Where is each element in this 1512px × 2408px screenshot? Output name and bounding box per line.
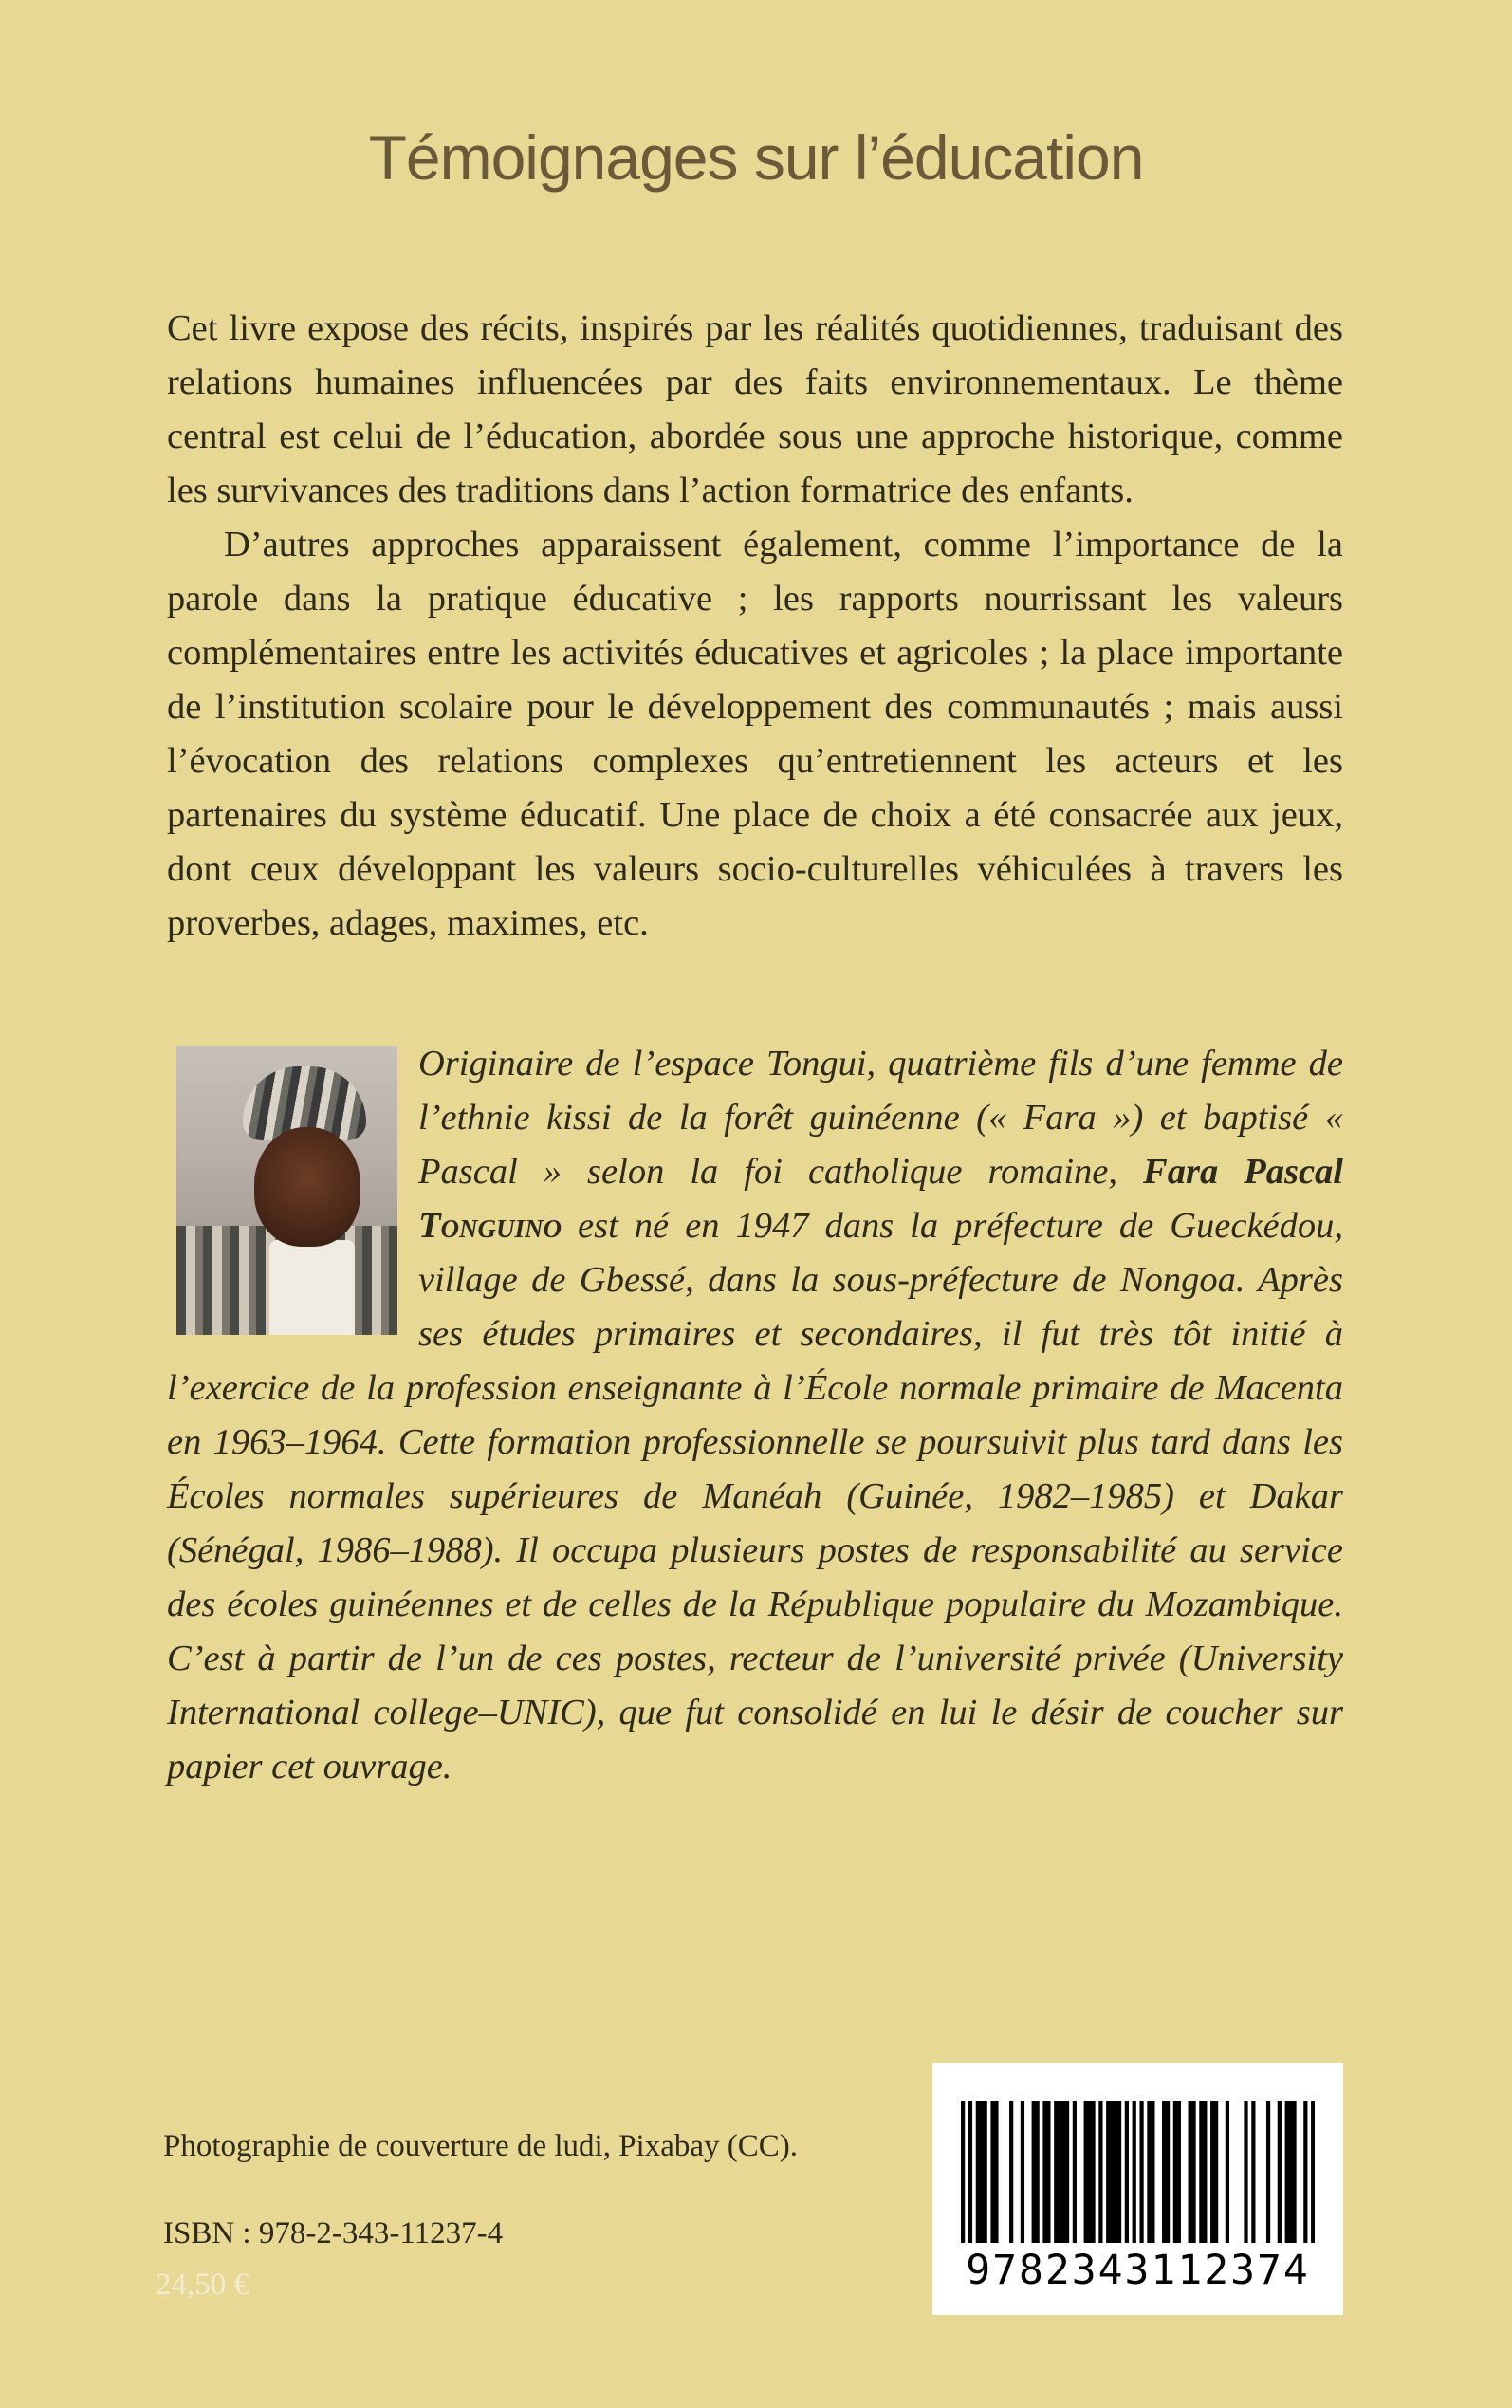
barcode-bar — [980, 2101, 984, 2243]
barcode-bar — [1114, 2101, 1117, 2243]
barcode-digits: 9782343112374 — [966, 2247, 1310, 2294]
barcode-bar — [1311, 2101, 1315, 2243]
barcode-bar — [1046, 2101, 1050, 2243]
barcode-bar — [1214, 2101, 1218, 2243]
author-photo — [176, 1046, 397, 1335]
barcode-bar — [1278, 2101, 1282, 2243]
barcode-bar — [1244, 2101, 1247, 2243]
barcode-bar — [1110, 2101, 1114, 2243]
barcode-bar — [1292, 2101, 1296, 2243]
barcode-bar — [1106, 2101, 1110, 2243]
barcode-bars — [961, 2101, 1315, 2243]
barcode-bar — [1173, 2101, 1177, 2243]
summary-text — [167, 302, 1343, 951]
barcode-bar — [1162, 2101, 1166, 2243]
barcode-bar — [1009, 2101, 1013, 2243]
barcode-bar — [1189, 2101, 1192, 2243]
barcode-bar — [994, 2101, 998, 2243]
barcode-bar — [1036, 2101, 1040, 2243]
barcode-bar — [1042, 2101, 1046, 2243]
barcode — [932, 2063, 1343, 2315]
barcode-bar — [1098, 2101, 1102, 2243]
barcode-bar — [1210, 2101, 1214, 2243]
author-bio — [167, 1037, 1343, 1794]
barcode-bar — [1133, 2101, 1136, 2243]
barcode-bar — [1058, 2101, 1061, 2243]
barcode-bar — [1032, 2101, 1036, 2243]
barcode-bar — [1139, 2101, 1143, 2243]
barcode-bar — [1226, 2101, 1229, 2243]
barcode-bar — [1289, 2101, 1293, 2243]
bio-intro: Originaire de l’espace Tongui, quatrième fils d’une femme de l’ethnie kissi de la forêt guinéenne (« Fara ») et baptisé « Pascal » selon la foi catholique romaine, — [418, 1044, 1343, 1192]
barcode-bar — [1251, 2101, 1255, 2243]
barcode-bar — [961, 2101, 965, 2243]
barcode-bar — [1061, 2101, 1065, 2243]
barcode-bar — [1177, 2101, 1181, 2243]
barcode-bar — [1117, 2101, 1121, 2243]
isbn: ISBN : 978-2-343-11237-4 — [163, 2216, 504, 2251]
barcode-bar — [1285, 2101, 1289, 2243]
barcode-bar — [1065, 2101, 1069, 2243]
price: 24,50 € — [156, 2268, 249, 2302]
summary-paragraph-1: Cet livre expose des récits, inspirés par les réalités quotidiennes, traduisant des relations humaines influencées par des faits environnementaux. Le thème central est celui de l’éducation, abordée sous une approche historique, comme les survivances des traditions dans l’action formatrice des enfants. — [167, 308, 1343, 510]
barcode-bar — [1303, 2101, 1307, 2243]
barcode-bar — [1191, 2101, 1195, 2243]
author-last-name: Tonguino — [418, 1206, 562, 1246]
barcode-bar — [1087, 2101, 1091, 2243]
barcode-bar — [1021, 2101, 1024, 2243]
barcode-bar — [1073, 2101, 1077, 2243]
barcode-bar — [1147, 2101, 1151, 2243]
photo-credit: Photographie de couverture de ludi, Pixabay (CC). — [163, 2129, 799, 2163]
summary-paragraph-2: D’autres approches apparaissent également, comme l’importance de la parole dans la pratique éducative ; les rapports nourrissant les valeurs complémentaires entre les activités éducatives et agricoles ; la place importante de l’institution scolaire pour le développement des communautés ; mais aussi l’évocation des relations complexes qu’entretiennent les acteurs et les partenaires du système éducatif. Une place de choix a été consacrée aux jeux, dont ceux développant les valeurs socio-culturelles véhiculées à travers les proverbes, adages, maximes, etc. — [167, 525, 1343, 943]
barcode-bar — [1203, 2101, 1207, 2243]
barcode-bar — [990, 2101, 994, 2243]
barcode-bar — [1084, 2101, 1088, 2243]
barcode-bar — [984, 2101, 987, 2243]
barcode-bar — [1199, 2101, 1203, 2243]
barcode-bar — [1151, 2101, 1154, 2243]
barcode-bar — [1054, 2101, 1058, 2243]
barcode-bar — [976, 2101, 980, 2243]
barcode-bar — [1166, 2101, 1170, 2243]
author-first-name: Fara Pascal — [1143, 1152, 1343, 1192]
bio-body: est né en 1947 dans la préfecture de Gueckédou, village de Gbessé, dans la sous-préfecture de Nongoa. Après ses études primaires et secondaires, il fut très tôt initié à l’exercice de la profession enseignante à l’École normale primaire de Macenta en 1963–1964. Cette formation professionnelle se poursuivit plus tard dans les Écoles normales supérieures de Manéah (Guinée, 1982–1985) et Dakar (Sénégal, 1986–1988). Il occupa plusieurs postes de responsabilité au service des écoles guinéennes et de celles de la République populaire du Mozambique. C’est à partir de l’un de ces postes, recteur de l’université privée (University International college–UNIC), que fut consolidé en lui le désir de coucher sur papier cet ouvrage. — [167, 1206, 1343, 1787]
barcode-bar — [1125, 2101, 1129, 2243]
barcode-bar — [1266, 2101, 1270, 2243]
barcode-bar — [968, 2101, 972, 2243]
barcode-bar — [1091, 2101, 1095, 2243]
book-title: Témoignages sur l’éducation — [368, 122, 1144, 193]
